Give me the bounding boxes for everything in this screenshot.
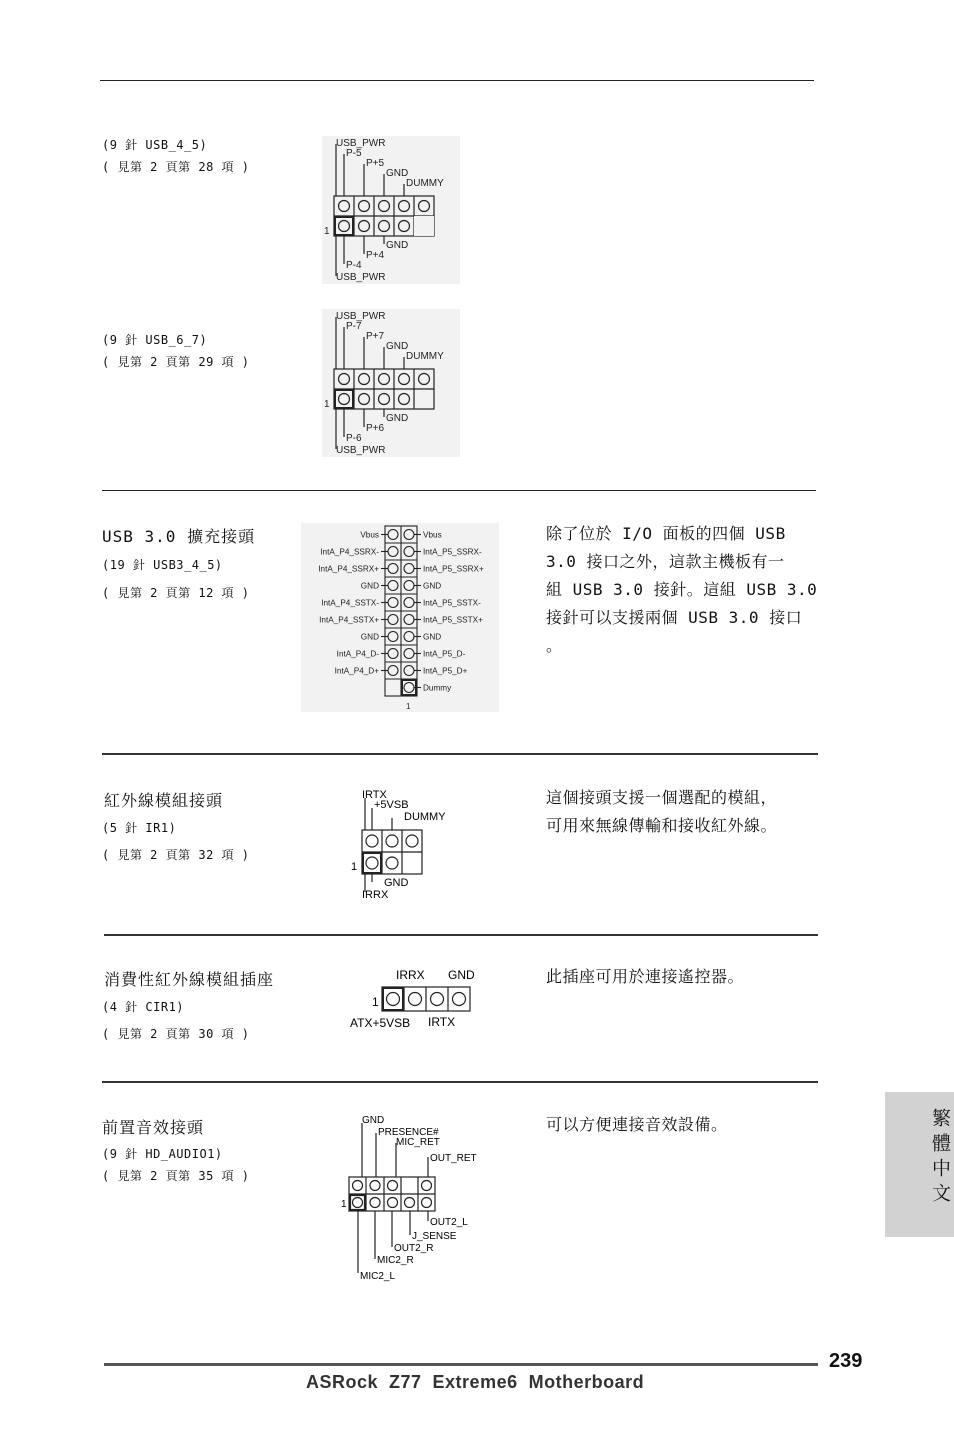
usb3-pin-left — [388, 666, 398, 676]
ir-description — [546, 784, 826, 840]
usb45-label-dummy: DUMMY — [406, 178, 444, 189]
usb67-label-usbpwr: USB_PWR — [336, 311, 386, 322]
usb45-label-usbpwr-b: USB_PWR — [336, 272, 386, 283]
usb3-pins-label: (19 針 USB3_4_5) — [102, 558, 223, 572]
audio-desc-line-1: 可以方便連接音效設備。 — [546, 1115, 728, 1134]
cir-desc-line-1: 此插座可用於連接遙控器。 — [546, 967, 745, 986]
usb3-ref-label: ( 見第 2 頁第 12 項 ) — [102, 586, 250, 600]
usb67-header-diagram — [322, 309, 460, 457]
usb3-pin-right — [404, 615, 414, 625]
cir-pins-label: (4 針 CIR1) — [102, 1000, 185, 1014]
usb3-label-left: GND — [360, 581, 379, 591]
usb3-pin-right — [404, 564, 414, 574]
usb3-label-left: IntA_P4_SSTX+ — [319, 615, 379, 625]
usb3-pin-left — [388, 615, 398, 625]
usb3-pin1: 1 — [406, 702, 411, 711]
usb3-pin-right — [404, 649, 414, 659]
audio-description — [546, 1111, 826, 1139]
audio-title: 前置音效接頭 — [102, 1118, 205, 1137]
usb45-label-gnd-b: GND — [386, 240, 409, 251]
usb3-label-left: Vbus — [360, 530, 379, 540]
usb3-label-right: IntA_P5_SSTX+ — [423, 615, 483, 625]
audio-ref-label: ( 見第 2 頁第 35 項 ) — [102, 1169, 250, 1183]
usb3-pin-right — [404, 547, 414, 557]
cir-label-atx5vsb: ATX+5VSB — [350, 1016, 411, 1030]
usb67-label-usbpwr-b: USB_PWR — [336, 445, 386, 456]
ir-ref-label: ( 見第 2 頁第 32 項 ) — [102, 848, 250, 862]
cir-label-irrx: IRRX — [396, 968, 425, 982]
usb3-pin-left — [388, 564, 398, 574]
usb45-label-p+5: P+5 — [366, 158, 385, 169]
cir-pin1: 1 — [372, 995, 379, 1009]
usb3-desc-line-4: 接針可以支援兩個 USB 3.0 接口 — [546, 608, 803, 627]
page-number: 239 — [829, 1350, 863, 1372]
footer-title: ASRock Z77 Extreme6 Motherboard — [306, 1372, 645, 1392]
usb3-pin-left — [388, 581, 398, 591]
usb67-label-gnd-b: GND — [386, 413, 409, 424]
usb3-desc-line-2: 3.0 接口之外，這款主機板有一 — [546, 552, 785, 571]
usb45-label-p5: P-5 — [346, 148, 362, 159]
usb3-label-right: GND — [423, 632, 442, 642]
ir-title: 紅外線模組接頭 — [104, 791, 224, 810]
ir-label-dummy: DUMMY — [404, 811, 446, 823]
audio-label-outret: OUT_RET — [430, 1153, 477, 1164]
usb3-desc-line-5: 。 — [546, 636, 563, 655]
audio-label-micret: MIC_RET — [396, 1137, 440, 1148]
usb3-pin-right — [404, 666, 414, 676]
top-rule — [100, 80, 814, 81]
ir-label-5vsb: +5VSB — [374, 799, 409, 811]
usb45-label-p-4: P-4 — [346, 260, 362, 271]
usb3-label-left: IntA_P4_SSTX- — [321, 598, 379, 608]
usb67-pin1: 1 — [324, 399, 330, 410]
audio-label-mic2r: MIC2_R — [377, 1255, 414, 1266]
usb67-pins-label: (9 針 USB_6_7) — [102, 333, 208, 347]
usb3-label-right: IntA_P5_SSTX- — [423, 598, 481, 608]
usb67-label-dummy: DUMMY — [406, 351, 444, 362]
usb45-pins-label: (9 針 USB_4_5) — [102, 138, 208, 152]
usb3-desc-line-3: 組 USB 3.0 接針。這組 USB 3.0 — [546, 580, 818, 599]
cir-label-gnd: GND — [448, 968, 475, 982]
usb3-description — [546, 520, 826, 660]
usb67-label-p-6: P-6 — [346, 433, 362, 444]
ir-label-irtx: IRTX — [362, 789, 387, 801]
usb45-ref-label: ( 見第 2 頁第 28 項 ) — [102, 160, 250, 174]
audio-label-out2l: OUT2_L — [430, 1217, 468, 1228]
usb3-pin-right — [404, 683, 414, 693]
audio-pins-label: (9 針 HD_AUDIO1) — [102, 1147, 223, 1161]
usb67-label-p+6: P+6 — [366, 423, 385, 434]
usb3-label-left: IntA_P4_SSRX- — [320, 547, 379, 557]
usb3-label-right: GND — [423, 581, 442, 591]
cir-header-diagram — [346, 965, 480, 1031]
divider-2 — [102, 753, 818, 755]
footer-rule — [104, 1363, 818, 1366]
usb3-pin-right — [404, 632, 414, 642]
usb3-label-left: IntA_P4_SSRX+ — [318, 564, 379, 574]
usb67-ref-label: ( 見第 2 頁第 29 項 ) — [102, 355, 250, 369]
ir-desc-line-1: 這個接頭支援一個選配的模組， — [546, 788, 778, 807]
audio-label-jsense: J_SENSE — [412, 1231, 457, 1242]
usb3-label-left: GND — [360, 632, 379, 642]
usb3-pin-right — [404, 598, 414, 608]
usb3-label-left: IntA_P4_D- — [336, 649, 379, 659]
ir-desc-line-2: 可用來無線傳輸和接收紅外線。 — [546, 816, 778, 835]
usb45-label-gnd: GND — [386, 168, 409, 179]
usb45-pin1: 1 — [324, 226, 330, 237]
language-side-tab-label: 繁體中文 — [929, 1108, 951, 1208]
usb3-pin-left — [388, 632, 398, 642]
usb3-pin-left — [388, 649, 398, 659]
usb3-pin-right — [404, 581, 414, 591]
ir-label-gnd: GND — [384, 877, 409, 889]
usb3-title: USB 3.0 擴充接頭 — [102, 527, 256, 546]
usb3-pin-left — [388, 598, 398, 608]
usb3-pin-left — [388, 547, 398, 557]
usb3-label-right: IntA_P5_SSRX+ — [423, 564, 484, 574]
usb3-label-right: Vbus — [423, 530, 442, 540]
cir-label-irtx: IRTX — [428, 1015, 456, 1029]
cir-title: 消費性紅外線模組插座 — [104, 970, 275, 989]
usb3-pin-right — [404, 530, 414, 540]
usb67-label-p-7: P-7 — [346, 321, 362, 332]
usb45-label-p+4: P+4 — [366, 250, 385, 261]
usb3-label-right: IntA_P5_D+ — [423, 666, 468, 676]
usb3-label-right: IntA_P5_D- — [423, 649, 466, 659]
cir-ref-label: ( 見第 2 頁第 30 項 ) — [102, 1027, 250, 1041]
cir-description — [546, 963, 826, 991]
ir-pin1: 1 — [351, 861, 358, 873]
usb67-label-gnd: GND — [386, 341, 409, 352]
usb3-desc-line-1: 除了位於 I/O 面板的四個 USB — [546, 524, 786, 543]
usb3-label-right: IntA_P5_SSRX- — [423, 547, 482, 557]
divider-4 — [102, 1081, 818, 1083]
audio-label-presence: PRESENCE# — [378, 1127, 439, 1138]
usb45-header-diagram — [322, 136, 460, 284]
usb3-label-right: Dummy — [423, 683, 452, 693]
ir-header-diagram — [348, 786, 458, 902]
audio-pin1: 1 — [341, 1199, 347, 1210]
ir-label-irrx: IRRX — [362, 889, 389, 901]
divider-1 — [102, 490, 816, 491]
usb45-label-usbpwr: USB_PWR — [336, 138, 386, 149]
ir-pins-label: (5 針 IR1) — [102, 821, 177, 835]
audio-label-gnd: GND — [362, 1115, 385, 1126]
usb3-header-diagram — [301, 523, 499, 712]
usb3-pin-left — [388, 530, 398, 540]
divider-3 — [104, 934, 818, 936]
audio-label-out2r: OUT2_R — [394, 1243, 434, 1254]
language-side-tab — [885, 1092, 954, 1237]
audio-label-mic2l: MIC2_L — [360, 1271, 396, 1282]
usb3-label-left: IntA_P4_D+ — [334, 666, 379, 676]
audio-header-diagram — [340, 1113, 480, 1285]
usb67-label-p+7: P+7 — [366, 331, 385, 342]
